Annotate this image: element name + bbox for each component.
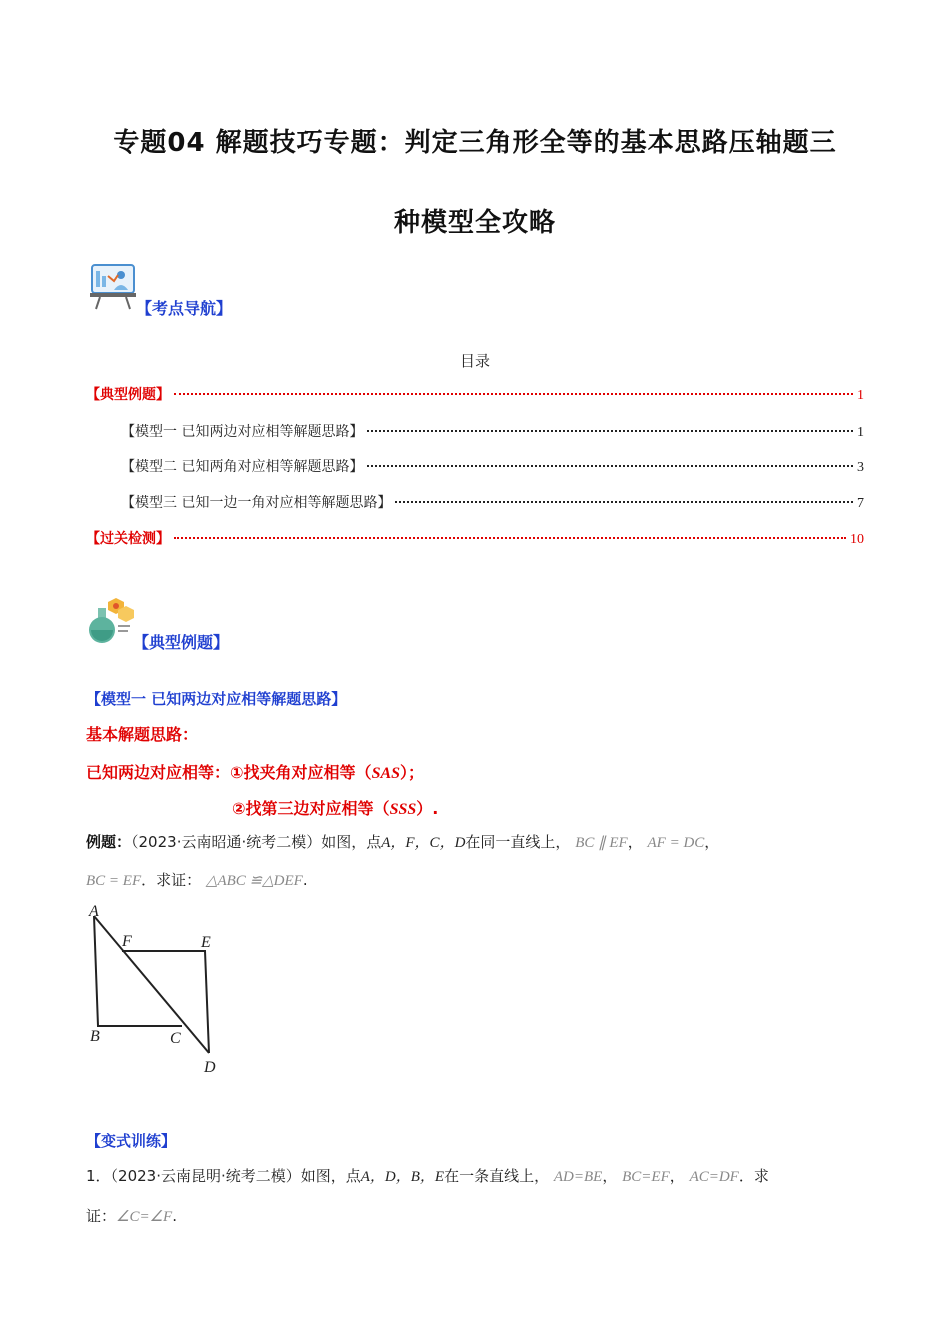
toc-label: 【典型例题】 — [86, 387, 170, 403]
toc-item-model3[interactable] — [121, 492, 864, 512]
toc-page: 1 — [857, 388, 864, 403]
toc-page: 7 — [857, 496, 864, 511]
point-label-a: A — [89, 903, 99, 920]
point-label-d: D — [204, 1059, 216, 1076]
model1-line1: 已知两边对应相等：①找夹角对应相等（SAS）； — [86, 763, 425, 782]
nav-heading: 【考点导航】 — [136, 299, 233, 318]
point-label-f: F — [122, 933, 132, 950]
point-label-c: C — [170, 1030, 181, 1047]
presentation-board-icon — [88, 262, 140, 314]
flask-icon — [86, 596, 136, 650]
point-label-b: B — [90, 1028, 100, 1045]
toc-label: 【模型一 已知两边对应相等解题思路】 — [121, 424, 364, 440]
practice-problem: 1．（2023·云南昆明·统考二模）如图，点A，D，B，E在一条直线上， AD=BE， BC=EF， AC=DF．求 — [86, 1167, 769, 1185]
model1-heading: 【模型一 已知两边对应相等解题思路】 — [86, 690, 347, 708]
geometry-figure — [84, 898, 234, 1087]
model1-line2: ②找第三边对应相等（SSS）. — [232, 799, 439, 818]
toc-item-examples[interactable] — [86, 384, 864, 404]
point-label-e: E — [201, 934, 211, 951]
example-problem-cont: BC = EF．求证： △ABC ≌△DEF. — [86, 871, 308, 889]
toc-title: 目录 — [459, 352, 490, 370]
document-title-line1: 专题04 解题技巧专题：判定三角形全等的基本思路压轴题三 — [113, 128, 837, 158]
toc-page: 10 — [850, 532, 864, 547]
toc-page: 1 — [857, 425, 864, 440]
toc-label: 【模型三 已知一边一角对应相等解题思路】 — [121, 495, 392, 511]
toc-label: 【模型二 已知两角对应相等解题思路】 — [121, 459, 364, 475]
basic-approach-label: 基本解题思路： — [86, 725, 199, 744]
toc-item-model1[interactable] — [121, 421, 864, 441]
practice-problem-cont: 证：∠C=∠F. — [86, 1207, 177, 1225]
document-title-line2: 种模型全攻略 — [393, 208, 556, 238]
example-problem: 例题：（2023·云南昭通·统考二模）如图，点A，F，C，D在同一直线上， BC ∥ EF， AF = DC， — [86, 833, 720, 851]
toc-page: 3 — [857, 460, 864, 475]
practice-heading: 【变式训练】 — [86, 1132, 177, 1150]
examples-heading: 【典型例题】 — [133, 633, 230, 652]
toc-label: 【过关检测】 — [86, 531, 170, 547]
toc-item-checks[interactable] — [86, 528, 864, 548]
toc-item-model2[interactable] — [121, 456, 864, 476]
